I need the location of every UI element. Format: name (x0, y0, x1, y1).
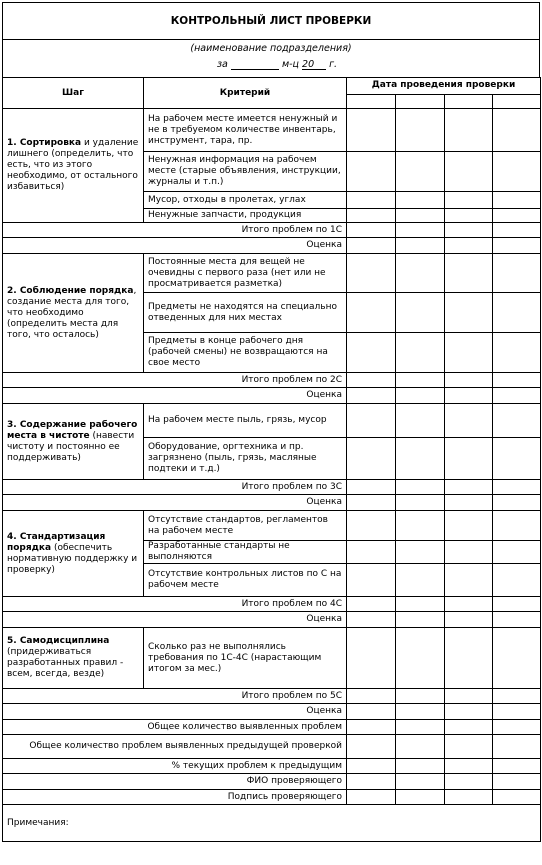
score-date-cell-4[interactable] (493, 238, 541, 254)
criteria-row (3, 404, 541, 438)
criteria-cell (144, 628, 347, 689)
total-date-cell-3[interactable] (445, 373, 493, 388)
total-date-cell-4[interactable] (493, 480, 541, 495)
criteria-row (3, 254, 541, 293)
total-row-2 (3, 373, 541, 388)
criteria-date-cell-3[interactable] (445, 564, 493, 597)
criteria-date-cell-2[interactable] (396, 254, 445, 293)
criteria-row (3, 511, 541, 541)
score-label: Оценка (306, 706, 342, 716)
criteria-date-cell-2[interactable] (396, 152, 445, 192)
criteria-date-cell-4[interactable] (493, 564, 541, 597)
criteria-date-cell-4[interactable] (493, 511, 541, 541)
criteria-date-cell-1[interactable] (347, 404, 396, 438)
subdivision-note: (наименование подразделения) (190, 43, 352, 54)
score-date-cell-1[interactable] (347, 238, 396, 254)
step-header (3, 78, 144, 109)
total-date-cell-2[interactable] (396, 223, 445, 238)
summary-label: % текущих проблем к предыдущим (171, 760, 342, 771)
summary-row (3, 735, 541, 759)
score-label-cell (3, 388, 347, 404)
header-row (3, 78, 541, 95)
criteria-date-cell-2[interactable] (396, 293, 445, 333)
score-date-cell-2[interactable] (396, 612, 445, 628)
summary-label-cell (3, 759, 347, 774)
score-label: Оценка (306, 390, 342, 400)
criteria-row (3, 109, 541, 152)
step-header-text: Шаг (62, 87, 84, 98)
score-row-1 (3, 238, 541, 254)
score-date-cell-1[interactable] (347, 704, 396, 720)
notes-label: Примечания: (7, 817, 69, 828)
score-label-cell (3, 238, 347, 254)
summary-label-cell (3, 790, 347, 805)
summary-date-cell-2[interactable] (396, 735, 445, 759)
criteria-date-cell-1[interactable] (347, 192, 396, 209)
step-description: и удаление лишнего (определить, что есть, что из этого необходимо, от остального избавиться) (7, 138, 139, 192)
criteria-text: Ненужная информация на рабочем месте (старые объявления, инструкции, журналы и т.п.) (148, 155, 341, 187)
criteria-date-cell-1[interactable] (347, 254, 396, 293)
summary-label-cell (3, 774, 347, 790)
total-date-cell-3[interactable] (445, 480, 493, 495)
score-date-cell-4[interactable] (493, 495, 541, 511)
criteria-text: Разработанные стандарты не выполняются (148, 541, 290, 562)
total-label: Итого проблем по 1С (241, 224, 342, 235)
total-row-1 (3, 223, 541, 238)
criteria-date-cell-4[interactable] (493, 438, 541, 480)
score-label: Оценка (306, 614, 342, 624)
total-date-cell-3[interactable] (445, 597, 493, 612)
summary-date-cell-3[interactable] (445, 790, 493, 805)
step-description: (навести чистоту и постоянно ее поддерживать) (7, 430, 135, 463)
title-text: КОНТРОЛЬНЫЙ ЛИСТ ПРОВЕРКИ (170, 14, 372, 27)
score-label-cell (3, 495, 347, 511)
total-label-cell (3, 223, 347, 238)
document-title (2, 2, 540, 40)
total-label: Итого проблем по 2С (241, 374, 342, 385)
summary-row (3, 720, 541, 735)
criteria-date-cell-2[interactable] (396, 333, 445, 373)
criteria-cell (144, 541, 347, 564)
month-blank (231, 59, 279, 70)
criteria-date-cell-2[interactable] (396, 564, 445, 597)
summary-date-cell-1[interactable] (347, 759, 396, 774)
summary-label-cell (3, 735, 347, 759)
criteria-date-cell-3[interactable] (445, 109, 493, 152)
total-label-cell (3, 597, 347, 612)
total-label: Итого проблем по 4С (241, 598, 342, 609)
summary-date-cell-1[interactable] (347, 720, 396, 735)
score-date-cell-1[interactable] (347, 612, 396, 628)
total-date-cell-2[interactable] (396, 689, 445, 704)
score-date-cell-3[interactable] (445, 238, 493, 254)
score-date-cell-3[interactable] (445, 388, 493, 404)
total-label-cell (3, 373, 347, 388)
total-date-cell-4[interactable] (493, 597, 541, 612)
summary-date-cell-2[interactable] (396, 774, 445, 790)
total-date-cell-2[interactable] (396, 480, 445, 495)
summary-date-cell-1[interactable] (347, 774, 396, 790)
criteria-text: На рабочем месте имеется ненужный и не в требуемом количестве инвентарь, инструмент, тара, пр. (148, 113, 338, 146)
criteria-date-cell-4[interactable] (493, 628, 541, 689)
criteria-date-cell-2[interactable] (396, 628, 445, 689)
criteria-cell (144, 564, 347, 597)
total-label: Итого проблем по 3С (241, 481, 342, 492)
total-date-cell-4[interactable] (493, 223, 541, 238)
header-date-cell-2[interactable] (396, 95, 445, 109)
score-label-cell (3, 612, 347, 628)
criteria-date-cell-4[interactable] (493, 254, 541, 293)
score-date-cell-3[interactable] (445, 612, 493, 628)
criteria-date-cell-1[interactable] (347, 628, 396, 689)
criteria-text: На рабочем месте пыль, грязь, мусор (148, 415, 327, 425)
step-cell-1 (3, 109, 144, 223)
criteria-date-cell-2[interactable] (396, 109, 445, 152)
summary-row (3, 790, 541, 805)
step-title: 4. Стандартизация порядка (7, 531, 106, 553)
criteria-date-cell-3[interactable] (445, 333, 493, 373)
criteria-cell (144, 333, 347, 373)
score-row-2 (3, 388, 541, 404)
summary-date-cell-3[interactable] (445, 759, 493, 774)
criteria-row (3, 628, 541, 689)
header-date-cell-4[interactable] (493, 95, 541, 109)
criteria-date-cell-1[interactable] (347, 438, 396, 480)
criteria-date-cell-4[interactable] (493, 541, 541, 564)
summary-date-cell-3[interactable] (445, 720, 493, 735)
criteria-date-cell-3[interactable] (445, 628, 493, 689)
month-label: м-ц (281, 59, 299, 70)
criteria-date-cell-1[interactable] (347, 152, 396, 192)
criteria-cell (144, 404, 347, 438)
score-row-5 (3, 704, 541, 720)
total-date-cell-4[interactable] (493, 689, 541, 704)
criteria-date-cell-2[interactable] (396, 404, 445, 438)
criteria-date-cell-1[interactable] (347, 109, 396, 152)
subdivision-block (2, 39, 540, 78)
criteria-date-cell-3[interactable] (445, 152, 493, 192)
criteria-date-cell-1[interactable] (347, 564, 396, 597)
criteria-text: Ненужные запчасти, продукция (148, 210, 302, 220)
total-date-cell-1[interactable] (347, 597, 396, 612)
score-row-3 (3, 495, 541, 511)
total-date-cell-3[interactable] (445, 223, 493, 238)
total-row-5 (3, 689, 541, 704)
score-date-cell-1[interactable] (347, 495, 396, 511)
summary-date-cell-3[interactable] (445, 735, 493, 759)
checklist-table (2, 77, 541, 842)
summary-date-cell-1[interactable] (347, 735, 396, 759)
criteria-text: Мусор, отходы в пролетах, углах (148, 194, 306, 205)
criteria-cell (144, 254, 347, 293)
criteria-date-cell-4[interactable] (493, 209, 541, 223)
criteria-date-cell-2[interactable] (396, 192, 445, 209)
total-date-cell-1[interactable] (347, 480, 396, 495)
total-row-3 (3, 480, 541, 495)
step-title: 2. Соблюдение порядка (7, 285, 134, 296)
score-row-4 (3, 612, 541, 628)
step-cell-2 (3, 254, 144, 373)
score-date-cell-3[interactable] (445, 704, 493, 720)
period-line (217, 59, 337, 70)
criteria-date-cell-3[interactable] (445, 438, 493, 480)
criteria-cell (144, 109, 347, 152)
year-blank (302, 59, 326, 70)
step-cell-4 (3, 511, 144, 597)
criteria-date-cell-4[interactable] (493, 293, 541, 333)
summary-row (3, 774, 541, 790)
score-date-cell-4[interactable] (493, 704, 541, 720)
score-label: Оценка (306, 497, 342, 507)
score-date-cell-4[interactable] (493, 388, 541, 404)
checklist-sheet (2, 2, 540, 861)
criteria-cell (144, 152, 347, 192)
score-date-cell-2[interactable] (396, 704, 445, 720)
summary-date-cell-3[interactable] (445, 774, 493, 790)
criteria-date-cell-4[interactable] (493, 404, 541, 438)
criteria-cell (144, 511, 347, 541)
score-date-cell-4[interactable] (493, 612, 541, 628)
criteria-header (144, 78, 347, 109)
step-title: 3. Содержание рабочего места в чистоте (7, 419, 138, 441)
criteria-date-cell-1[interactable] (347, 511, 396, 541)
step-description: (обеспечить нормативную поддержку и проверку) (7, 542, 138, 575)
criteria-text: Предметы в конце рабочего дня (рабочей смены) не возвращаются на свое место (148, 336, 328, 368)
criteria-date-cell-4[interactable] (493, 333, 541, 373)
criteria-header-text: Критерий (219, 87, 271, 98)
summary-date-cell-2[interactable] (396, 759, 445, 774)
criteria-cell (144, 209, 347, 223)
total-date-cell-2[interactable] (396, 373, 445, 388)
criteria-date-cell-3[interactable] (445, 511, 493, 541)
score-date-cell-3[interactable] (445, 495, 493, 511)
header-date-cell-3[interactable] (445, 95, 493, 109)
year-suffix: г. (329, 59, 338, 70)
summary-date-cell-4[interactable] (493, 790, 541, 805)
summary-date-cell-4[interactable] (493, 720, 541, 735)
summary-date-cell-1[interactable] (347, 790, 396, 805)
total-label-cell (3, 480, 347, 495)
criteria-date-cell-1[interactable] (347, 333, 396, 373)
criteria-date-cell-4[interactable] (493, 109, 541, 152)
total-date-cell-1[interactable] (347, 223, 396, 238)
criteria-date-cell-2[interactable] (396, 541, 445, 564)
criteria-date-cell-4[interactable] (493, 152, 541, 192)
criteria-date-cell-3[interactable] (445, 209, 493, 223)
criteria-date-cell-2[interactable] (396, 511, 445, 541)
dates-header (347, 78, 541, 95)
notes-row (3, 805, 541, 842)
summary-label: Общее количество выявленных проблем (147, 721, 342, 732)
criteria-text: Постоянные места для вещей не очевидны с первого раза (нет или не просматривается разметка) (148, 256, 326, 289)
summary-row (3, 759, 541, 774)
header-date-cell-1[interactable] (347, 95, 396, 109)
criteria-date-cell-1[interactable] (347, 293, 396, 333)
score-label-cell (3, 704, 347, 720)
criteria-text: Отсутствие контрольных листов по С на рабочем месте (148, 569, 342, 590)
criteria-date-cell-3[interactable] (445, 192, 493, 209)
summary-label: Общее количество проблем выявленных предыдущей проверкой (29, 741, 342, 751)
summary-date-cell-2[interactable] (396, 720, 445, 735)
summary-date-cell-2[interactable] (396, 790, 445, 805)
criteria-cell (144, 293, 347, 333)
criteria-date-cell-2[interactable] (396, 209, 445, 223)
total-label-cell (3, 689, 347, 704)
step-cell-3 (3, 404, 144, 480)
total-date-cell-1[interactable] (347, 373, 396, 388)
criteria-date-cell-4[interactable] (493, 192, 541, 209)
step-cell-5 (3, 628, 144, 689)
criteria-text: Отсутствие стандартов, регламентов на рабочем месте (148, 514, 328, 536)
total-date-cell-2[interactable] (396, 597, 445, 612)
year-digits: 20 (302, 59, 315, 70)
criteria-text: Предметы не находятся на специально отведенных для них местах (148, 301, 337, 323)
criteria-date-cell-3[interactable] (445, 293, 493, 333)
criteria-cell (144, 192, 347, 209)
criteria-date-cell-3[interactable] (445, 404, 493, 438)
summary-date-cell-4[interactable] (493, 759, 541, 774)
total-label: Итого проблем по 5С (241, 690, 342, 701)
summary-label: Подпись проверяющего (227, 791, 342, 802)
step-title: 5. Самодисциплина (7, 636, 110, 646)
criteria-cell (144, 438, 347, 480)
score-date-cell-2[interactable] (396, 388, 445, 404)
criteria-date-cell-3[interactable] (445, 541, 493, 564)
criteria-date-cell-1[interactable] (347, 541, 396, 564)
step-description: , создание места для того, что необходимо (определить места для того, что осталось) (7, 285, 137, 340)
criteria-date-cell-1[interactable] (347, 209, 396, 223)
score-date-cell-2[interactable] (396, 238, 445, 254)
total-row-4 (3, 597, 541, 612)
score-date-cell-2[interactable] (396, 495, 445, 511)
period-prefix: за (217, 59, 228, 70)
total-date-cell-1[interactable] (347, 689, 396, 704)
criteria-text: Оборудование, оргтехника и пр. загрязнено (пыль, грязь, масляные подтеки и т.д.) (148, 442, 317, 474)
criteria-date-cell-2[interactable] (396, 438, 445, 480)
score-label: Оценка (306, 240, 342, 250)
score-date-cell-1[interactable] (347, 388, 396, 404)
criteria-text: Сколько раз не выполнялись требования по 1С-4С (нарастающим итогом за мес.) (148, 641, 322, 674)
dates-header-text: Дата проведения проверки (371, 80, 516, 90)
total-date-cell-3[interactable] (445, 689, 493, 704)
step-description: (придерживаться разработанных правил - всем, всегда, везде) (7, 647, 124, 679)
step-title: 1. Сортировка (7, 138, 82, 148)
summary-label: ФИО проверяющего (246, 776, 342, 786)
total-date-cell-4[interactable] (493, 373, 541, 388)
summary-date-cell-4[interactable] (493, 735, 541, 759)
notes-cell[interactable] (3, 805, 541, 842)
summary-date-cell-4[interactable] (493, 774, 541, 790)
criteria-date-cell-3[interactable] (445, 254, 493, 293)
summary-label-cell (3, 720, 347, 735)
